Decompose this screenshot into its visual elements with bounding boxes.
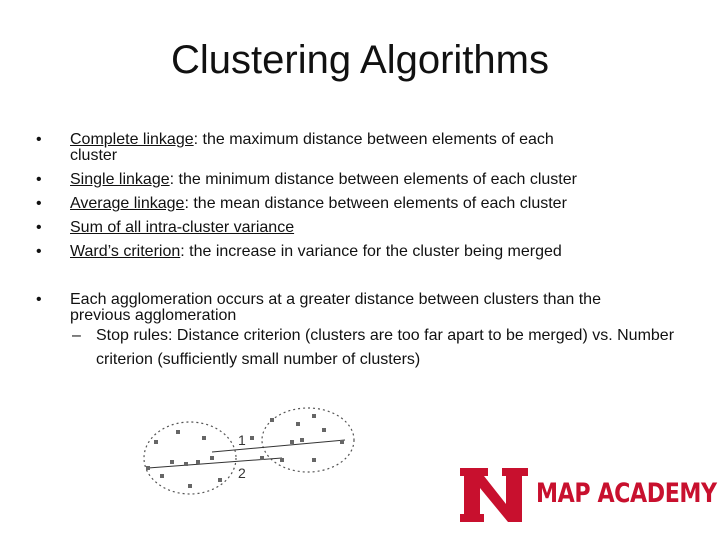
point xyxy=(260,456,264,460)
slide-title: Clustering Algorithms xyxy=(171,38,549,82)
bullet-dot xyxy=(36,192,42,216)
point xyxy=(154,440,158,444)
point xyxy=(270,418,274,422)
point xyxy=(160,474,164,478)
point xyxy=(322,428,326,432)
distance-line-1 xyxy=(212,440,345,452)
bullet-list xyxy=(36,128,686,372)
point xyxy=(340,440,344,444)
bullet-agglomeration xyxy=(36,288,686,324)
point xyxy=(312,458,316,462)
bullet-text: : the increase in variance for the cluster being merged xyxy=(180,243,562,260)
point xyxy=(188,484,192,488)
bullet-complete-linkage xyxy=(36,128,686,164)
n-logo-icon xyxy=(460,468,528,522)
point xyxy=(290,440,294,444)
point xyxy=(312,414,316,418)
distance-label-1: 1 xyxy=(238,432,246,448)
cluster-diagram xyxy=(140,400,360,500)
point xyxy=(184,462,188,466)
bullet-text: Each agglomeration occurs at a greater distance between clusters than the xyxy=(70,291,601,308)
bullet-dot xyxy=(36,216,42,240)
bullet-single-linkage xyxy=(36,168,686,192)
point xyxy=(280,458,284,462)
point xyxy=(176,430,180,434)
bullet-term: Complete linkage xyxy=(70,131,194,148)
bullet-average-linkage xyxy=(36,192,686,216)
bullet-term: Sum of all intra-cluster variance xyxy=(70,219,295,236)
bullet-sum-variance xyxy=(36,216,686,240)
point xyxy=(170,460,174,464)
bullet-wards-criterion xyxy=(36,240,686,264)
bullet-term: Average linkage xyxy=(70,195,185,212)
sub-bullet-text-continued: vs. Number criterion (sufficiently small number of clusters) xyxy=(96,327,675,368)
bullet-text: : the mean distance between elements of each cluster xyxy=(184,195,567,212)
point xyxy=(202,436,206,440)
cluster-ellipse-left xyxy=(144,422,236,494)
bullet-text-continued: previous agglomeration xyxy=(70,307,237,324)
bullet-text-continued: cluster xyxy=(70,147,118,164)
bullet-term: Ward’s criterion xyxy=(70,243,181,260)
sub-bullet-text: Stop rules: Distance criterion (clusters are too far apart to be merged) xyxy=(96,327,588,344)
bullet-term: Single linkage xyxy=(70,171,170,188)
point xyxy=(146,466,150,470)
sub-bullet-stop-rules xyxy=(36,324,686,372)
bullet-dot xyxy=(36,288,42,312)
point xyxy=(296,422,300,426)
point xyxy=(218,478,222,482)
bullet-text: : the maximum distance between elements of each xyxy=(193,131,554,148)
bullet-dot xyxy=(36,128,42,152)
bullet-dot xyxy=(36,240,42,264)
logo-text: MAP ACADEMY xyxy=(536,478,717,509)
distance-label-2: 2 xyxy=(238,465,246,481)
point xyxy=(250,436,254,440)
bullet-text: : the minimum distance between elements of each cluster xyxy=(169,171,577,188)
point xyxy=(300,438,304,442)
point xyxy=(210,456,214,460)
bullet-dot xyxy=(36,168,42,192)
sub-bullet-dash: – xyxy=(72,327,81,344)
point xyxy=(196,460,200,464)
